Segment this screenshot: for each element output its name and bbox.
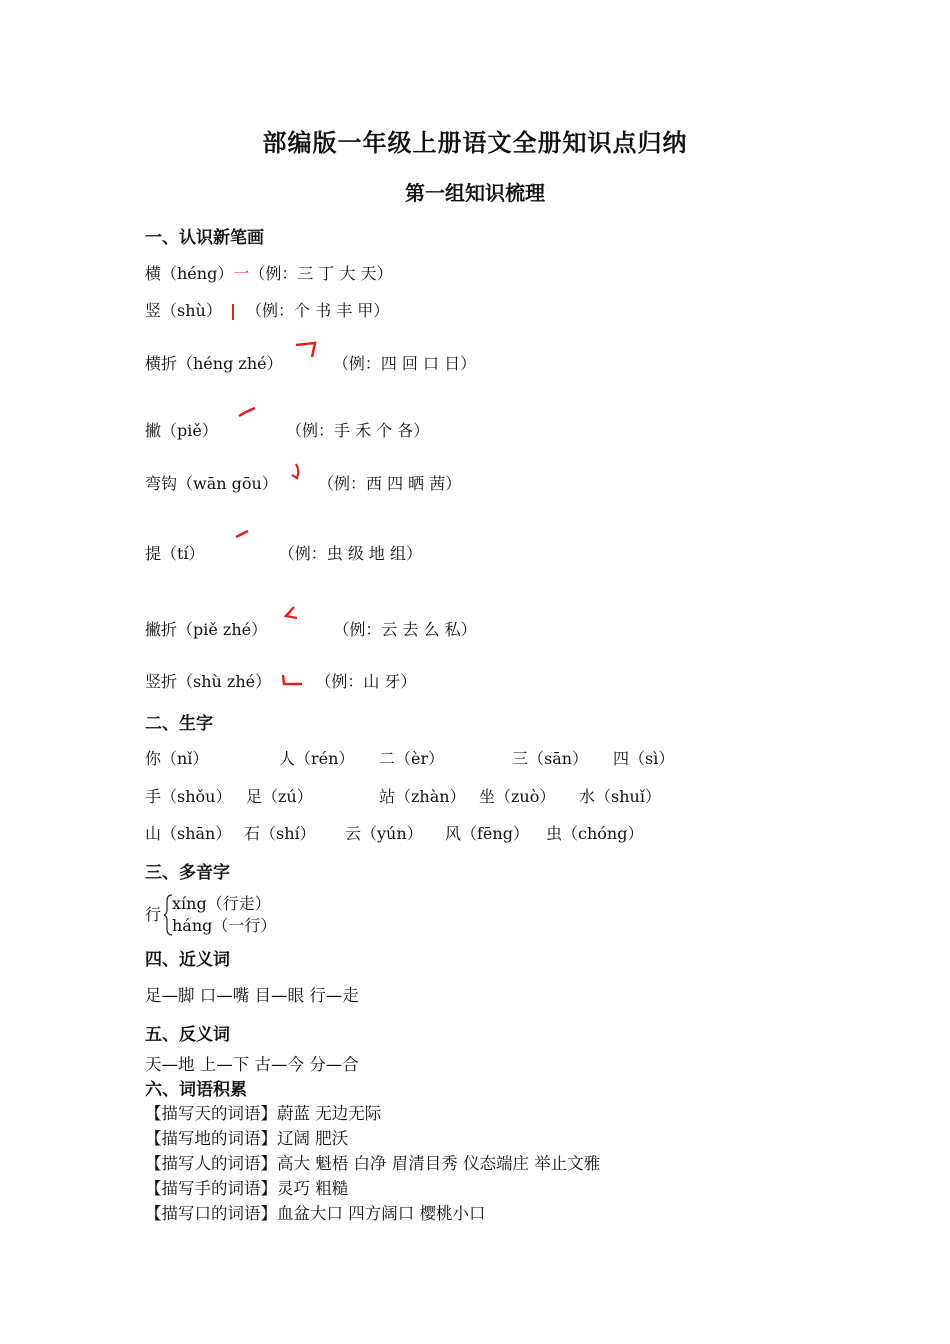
polyphonic-reading-b: háng（一行） <box>172 916 277 935</box>
char-item: 虫（chóng） <box>546 824 644 843</box>
char-item: 水（shuǐ） <box>579 787 661 806</box>
char-item: 人（rén） <box>279 749 355 768</box>
char-item: 云（yún） <box>345 824 423 843</box>
vocab-item: 【描写口的词语】血盆大口 四方阔口 樱桃小口 <box>145 1204 486 1223</box>
heading-new-characters: 二、生字 <box>145 714 213 734</box>
stroke-row-ti <box>145 541 422 564</box>
pie-stroke-icon <box>223 402 281 432</box>
stroke-row-shuzhe <box>145 669 416 694</box>
stroke-name: 横（héng） <box>145 264 234 283</box>
stroke-example: （例：西 四 晒 茜） <box>318 474 462 493</box>
char-item: 三（sān） <box>512 749 589 768</box>
document-title: 部编版一年级上册语文全册知识点归纳 <box>262 129 688 157</box>
char-item: 你（nǐ） <box>145 749 209 768</box>
stroke-example: （例：个 书 丰 甲） <box>246 301 390 320</box>
stroke-name: 撇折（piě zhé） <box>145 620 268 639</box>
stroke-example: （例：虫 级 地 组） <box>278 544 423 563</box>
shu-stroke-icon <box>227 301 241 323</box>
stroke-name: 弯钩（wān gōu） <box>145 474 278 493</box>
stroke-name: 竖折（shù zhé） <box>145 672 272 691</box>
heading-antonyms: 五、反义词 <box>145 1025 230 1045</box>
heading-synonyms: 四、近义词 <box>145 950 230 970</box>
stroke-example: （例：手 禾 个 各） <box>286 421 430 440</box>
stroke-row-heng <box>145 261 393 284</box>
stroke-name: 提（tí） <box>145 544 205 563</box>
heng-stroke-glyph: 一 <box>233 264 250 283</box>
stroke-example: （例：云 去 么 私） <box>333 620 477 639</box>
char-item: 二（èr） <box>379 749 445 768</box>
char-item: 石（shí） <box>244 824 316 843</box>
stroke-row-piezhe <box>145 617 477 640</box>
antonyms-list: 天—地 上—下 古—今 分—合 <box>145 1055 359 1074</box>
vocab-item: 【描写手的词语】灵巧 粗糙 <box>145 1179 349 1198</box>
piezhe-stroke-icon <box>272 603 328 633</box>
heading-vocabulary: 六、词语积累 <box>145 1080 247 1100</box>
char-item: 足（zú） <box>246 787 313 806</box>
stroke-name: 撇（piě） <box>145 421 218 440</box>
char-item: 四（sì） <box>613 749 675 768</box>
char-item: 手（shǒu） <box>145 787 232 806</box>
stroke-example: （例：三 丁 大 天） <box>249 264 393 283</box>
wangou-stroke-icon <box>283 461 313 491</box>
stroke-example: （例：山 牙） <box>315 672 417 691</box>
vocab-item: 【描写天的词语】蔚蓝 无边无际 <box>145 1104 382 1123</box>
stroke-row-shu <box>145 298 389 323</box>
stroke-name: 横折（héng zhé） <box>145 354 283 373</box>
stroke-row-pie <box>145 418 429 441</box>
ti-stroke-icon <box>210 523 274 553</box>
synonyms-list: 足—脚 口—嘴 目—眼 行—走 <box>145 986 359 1005</box>
heading-new-strokes: 一、认识新笔画 <box>145 228 264 248</box>
stroke-row-wangou <box>145 471 461 494</box>
section-group-title: 第一组知识梳理 <box>405 181 545 205</box>
shuzhe-stroke-icon <box>276 672 310 694</box>
char-item: 风（fēng） <box>445 824 529 843</box>
char-item: 站（zhàn） <box>379 787 466 806</box>
stroke-name: 竖（shù） <box>145 301 222 320</box>
char-item: 山（shān） <box>145 824 232 843</box>
polyphonic-reading-a: xíng（行走） <box>172 894 271 913</box>
vocab-item: 【描写人的词语】高大 魁梧 白净 眉清目秀 仪态端庄 举止文雅 <box>145 1154 601 1173</box>
polyphonic-char: 行 <box>145 905 162 924</box>
char-item: 坐（zuò） <box>479 787 556 806</box>
stroke-example: （例：四 回 口 日） <box>332 354 477 373</box>
heading-polyphonic: 三、多音字 <box>145 863 230 883</box>
vocab-item: 【描写地的词语】辽阔 肥沃 <box>145 1129 349 1148</box>
stroke-row-hengzhe <box>145 351 476 374</box>
hengzhe-stroke-icon <box>288 339 328 367</box>
